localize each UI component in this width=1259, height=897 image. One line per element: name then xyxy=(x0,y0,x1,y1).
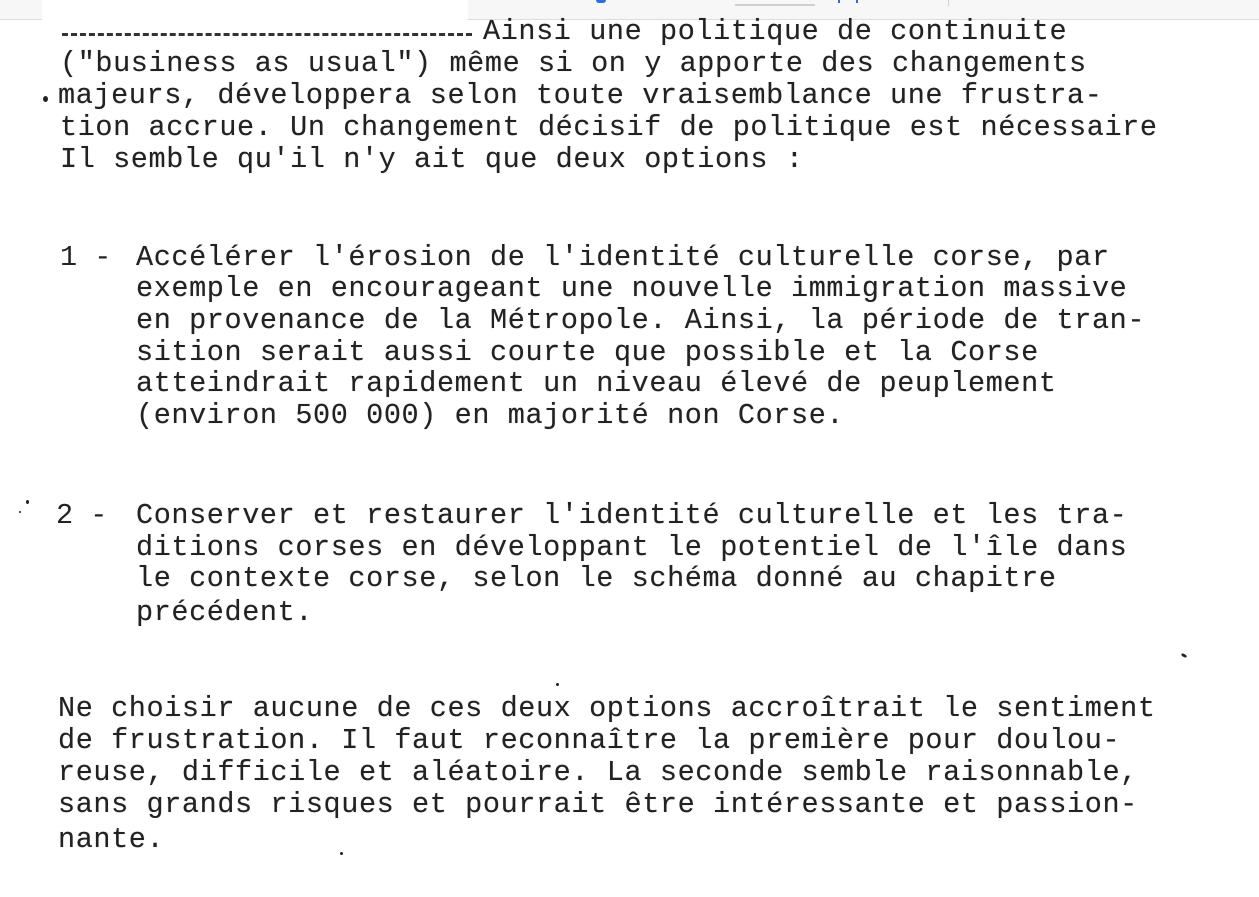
scan-speck xyxy=(340,852,343,855)
scan-speck xyxy=(556,683,559,686)
option-line: Accélérer l'érosion de l'identité culturelle corse, par xyxy=(136,241,1110,274)
option-line: ditions corses en développant le potentiel de l'île dans xyxy=(136,531,1128,564)
intro-line-4: tion accrue. Un changement décisif de politique est nécessaire xyxy=(60,111,1158,144)
intro-line-1: Ainsi une politique de continuite xyxy=(483,15,1068,48)
option-line: atteindrait rapidement un niveau élevé de peuplement xyxy=(136,367,1057,400)
option-line: Conserver et restaurer l'identité culturelle et les tra- xyxy=(136,499,1128,532)
scan-speck xyxy=(1181,653,1188,659)
option-number: 2 - xyxy=(56,499,108,532)
option-line: exemple en encourageant une nouvelle immigration massive xyxy=(136,272,1128,305)
option-line: (environ 500 000) en majorité non Corse. xyxy=(136,399,845,432)
clipped-text-line xyxy=(62,30,472,36)
conclusion-line: sans grands risques et pourrait être intéressante et passion- xyxy=(58,788,1138,821)
option-line: précédent. xyxy=(136,596,314,629)
option-line: le contexte corse, selon le schéma donné au chapitre xyxy=(136,562,1057,595)
conclusion-line: Ne choisir aucune de ces deux options accroîtrait le sentiment xyxy=(58,692,1156,725)
scan-speck xyxy=(43,96,48,102)
intro-line-3: majeurs, développera selon toute vraisemblance une frustra- xyxy=(58,79,1103,112)
conclusion-line: de frustration. Il faut reconnaître la première pour doulou- xyxy=(58,724,1121,757)
option-line: sition serait aussi courte que possible et la Corse xyxy=(136,336,1039,369)
conclusion-line: reuse, difficile et aléatoire. La seconde semble raisonnable, xyxy=(58,756,1138,789)
conclusion-line: nante. xyxy=(58,823,165,856)
scan-speck xyxy=(19,511,21,513)
option-line: en provenance de la Métropole. Ainsi, la période de tran- xyxy=(136,304,1146,337)
intro-line-5: Il semble qu'il n'y ait que deux options : xyxy=(60,143,804,176)
scan-speck xyxy=(26,500,29,504)
option-number: 1 - xyxy=(60,241,112,274)
intro-line-2: ("business as usual") même si on y apporte des changements xyxy=(60,47,1087,80)
